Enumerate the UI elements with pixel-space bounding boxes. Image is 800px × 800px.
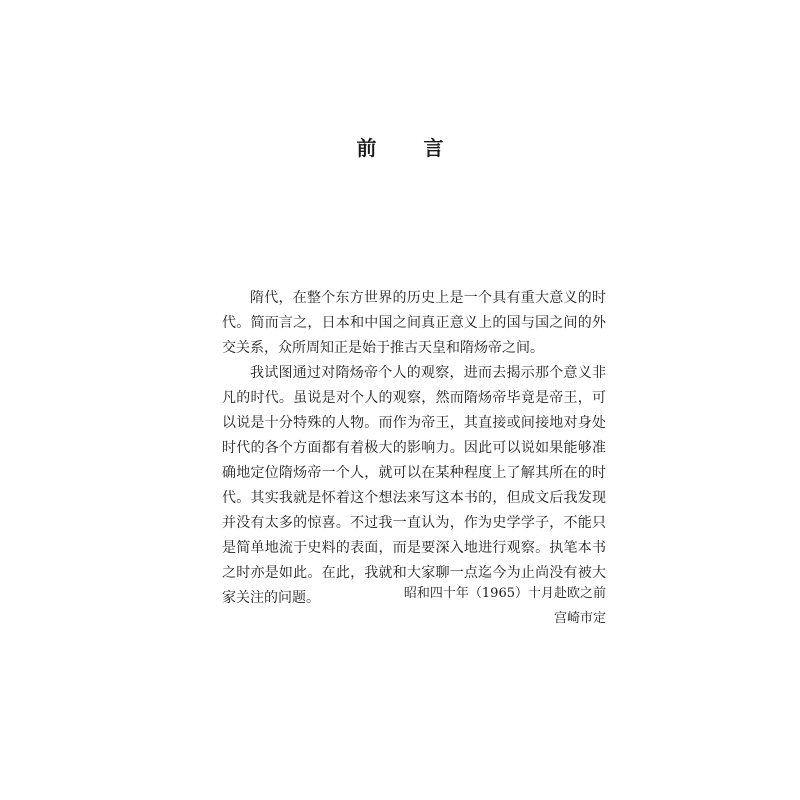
signature-block — [306, 581, 606, 631]
page-title: 前 言 — [356, 136, 464, 160]
paragraph-2: 我试图通过对隋炀帝个人的观察，进而去揭示那个意义非凡的时代。虽说是对个人的观察，然而隋炀帝毕竟是帝王，可以说是十分特殊的人物。而作为帝王，其直接或间接地对身处时代的各个方面都有着极大的影响力。因此可以说如果能够准确地定位隋炀帝一个人，就可以在某种程度上了解其所在的时代。其实我就是怀着这个想法来写这本书的，但成文后我发现并没有太多的惊喜。不过我一直认为，作为史学学子，不能只是简单地流于史料的表面，而是要深入地进行观察。执笔本书之时亦是如此。在此，我就和大家聊一点迄今为止尚没有被大家关注的问题。 — [222, 365, 606, 606]
signature-date: 昭和四十年（1965）十月赴欧之前 — [403, 586, 606, 601]
preface-body — [222, 286, 606, 611]
signature-author: 宫崎市定 — [553, 611, 606, 626]
paragraph-1: 隋代，在整个东方世界的历史上是一个具有重大意义的时代。简而言之，日本和中国之间真正意义上的国与国之间的外交关系，众所周知正是始于推古天皇和隋炀帝之间。 — [222, 290, 606, 356]
